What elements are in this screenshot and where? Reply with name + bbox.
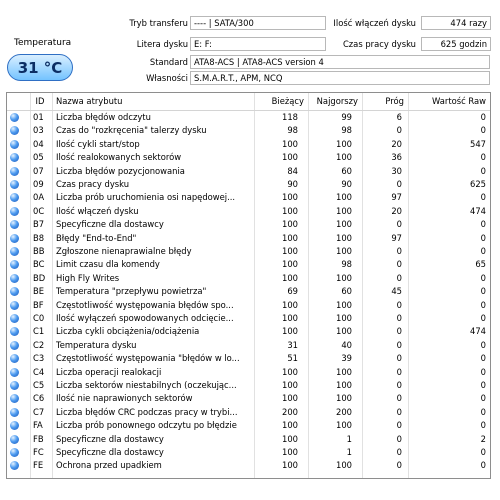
- attribute-threshold: 0: [396, 272, 402, 283]
- attribute-threshold: 0: [396, 447, 402, 457]
- attribute-worst: 100: [336, 380, 352, 390]
- attribute-threshold: 30: [391, 165, 402, 176]
- attribute-worst: 100: [336, 420, 352, 431]
- attribute-threshold: 0: [396, 125, 402, 136]
- status-ok-icon: [10, 448, 19, 457]
- attribute-worst: 100: [336, 232, 352, 243]
- table-row[interactable]: [7, 326, 490, 337]
- column-header-worst[interactable]: Najgorszy: [316, 96, 358, 106]
- attribute-raw: 0: [480, 192, 486, 203]
- attribute-current: 100: [282, 219, 298, 230]
- attribute-id: C7: [33, 406, 45, 417]
- features-label: Własności: [146, 73, 188, 83]
- attribute-worst: 39: [341, 353, 352, 364]
- attribute-name: High Fly Writes: [56, 272, 120, 283]
- attribute-threshold: 0: [396, 380, 402, 390]
- attribute-current: 100: [282, 366, 298, 377]
- attribute-id: C5: [33, 380, 45, 390]
- attribute-id: FE: [33, 460, 44, 471]
- attribute-name: Liczba sektorów niestabilnych (oczekując...: [56, 380, 237, 390]
- attribute-raw: 0: [480, 246, 486, 256]
- attribute-name: Liczba błędów CRC podczas pracy w trybi...: [56, 406, 238, 417]
- status-ok-icon: [10, 193, 19, 202]
- attribute-raw: 2: [480, 433, 486, 444]
- column-header-threshold[interactable]: Próg: [385, 96, 404, 106]
- attribute-name: Temperatura dysku: [56, 339, 137, 350]
- attribute-worst: 90: [341, 179, 352, 189]
- table-row[interactable]: [7, 273, 490, 284]
- attribute-threshold: 0: [396, 326, 402, 337]
- attribute-current: 100: [282, 313, 298, 323]
- status-ok-icon: [10, 167, 19, 176]
- attribute-id: 0C: [33, 205, 45, 216]
- attribute-id: BB: [33, 246, 45, 256]
- attribute-id: B8: [33, 232, 45, 243]
- attribute-threshold: 0: [396, 219, 402, 230]
- attribute-worst: 100: [336, 192, 352, 203]
- table-row[interactable]: [7, 447, 490, 458]
- attribute-threshold: 0: [396, 299, 402, 310]
- attribute-current: 100: [282, 447, 298, 457]
- table-row[interactable]: [7, 367, 490, 378]
- attribute-id: 0A: [33, 192, 45, 203]
- attribute-threshold: 0: [396, 179, 402, 189]
- transfer-mode-label: Tryb transferu: [129, 18, 188, 28]
- attribute-name: Liczba operacji realokacji: [56, 366, 162, 377]
- attribute-name: Czas pracy dysku: [56, 179, 130, 189]
- status-ok-icon: [10, 287, 19, 296]
- transfer-mode-field[interactable]: ---- | SATA/300: [190, 16, 326, 30]
- attribute-threshold: 97: [391, 232, 402, 243]
- attribute-current: 100: [282, 232, 298, 243]
- status-ok-icon: [10, 301, 19, 310]
- attribute-name: Częstotliwość występowania błędów spo...: [56, 299, 234, 310]
- table-row[interactable]: [7, 393, 490, 404]
- attribute-worst: 200: [336, 406, 352, 417]
- table-row[interactable]: [7, 286, 490, 297]
- attribute-raw: 0: [480, 152, 486, 163]
- attribute-id: 09: [33, 179, 44, 189]
- status-ok-icon: [10, 354, 19, 363]
- table-row[interactable]: [7, 219, 490, 230]
- attribute-worst: 100: [336, 326, 352, 337]
- attribute-raw: 0: [480, 380, 486, 390]
- attribute-current: 84: [287, 165, 298, 176]
- table-row[interactable]: [7, 313, 490, 324]
- attribute-raw: 0: [480, 420, 486, 431]
- table-row[interactable]: [7, 259, 490, 270]
- column-header-name[interactable]: Nazwa atrybutu: [56, 96, 123, 106]
- attribute-name: Błędy "End-to-End": [56, 232, 137, 243]
- attribute-id: C2: [33, 339, 45, 350]
- attribute-id: 04: [33, 138, 44, 149]
- attribute-current: 100: [282, 326, 298, 337]
- attribute-name: Częstotliwość występowania "błędów w lo...: [56, 353, 240, 364]
- attribute-name: Ilość realokowanych sektorów: [56, 152, 182, 163]
- table-row[interactable]: [7, 380, 490, 391]
- status-ok-icon: [10, 381, 19, 390]
- drive-letter-field[interactable]: E: F:: [190, 37, 326, 51]
- status-ok-icon: [10, 180, 19, 189]
- table-row[interactable]: [7, 166, 490, 177]
- table-row[interactable]: [7, 233, 490, 244]
- attribute-raw: 0: [480, 165, 486, 176]
- attribute-threshold: 0: [396, 406, 402, 417]
- status-ok-icon: [10, 408, 19, 417]
- attribute-raw: 0: [480, 393, 486, 404]
- attribute-raw: 625: [470, 179, 486, 189]
- attribute-worst: 100: [336, 152, 352, 163]
- status-ok-icon: [10, 126, 19, 135]
- table-row[interactable]: [7, 420, 490, 431]
- power-on-count-field[interactable]: 474 razy: [421, 16, 491, 30]
- table-row[interactable]: [7, 353, 490, 364]
- attribute-threshold: 20: [391, 138, 402, 149]
- attribute-worst: 100: [336, 246, 352, 256]
- attribute-threshold: 0: [396, 366, 402, 377]
- attribute-name: Specyficzne dla dostawcy: [56, 447, 164, 457]
- attribute-current: 100: [282, 420, 298, 431]
- attribute-name: Specyficzne dla dostawcy: [56, 433, 164, 444]
- attribute-worst: 100: [336, 272, 352, 283]
- status-ok-icon: [10, 435, 19, 444]
- attribute-worst: 98: [341, 125, 352, 136]
- attribute-current: 69: [287, 286, 298, 297]
- table-row[interactable]: [7, 192, 490, 203]
- attribute-threshold: 0: [396, 259, 402, 270]
- table-row[interactable]: [7, 139, 490, 150]
- attribute-threshold: 0: [396, 460, 402, 471]
- smart-attributes-table[interactable]: [6, 92, 491, 479]
- status-ok-icon: [10, 220, 19, 229]
- status-ok-icon: [10, 153, 19, 162]
- attribute-raw: 547: [470, 138, 486, 149]
- attribute-threshold: 20: [391, 205, 402, 216]
- attribute-name: Ochrona przed upadkiem: [56, 460, 162, 471]
- attribute-worst: 98: [341, 259, 352, 270]
- table-row[interactable]: [7, 434, 490, 445]
- attribute-worst: 100: [336, 219, 352, 230]
- status-ok-icon: [10, 247, 19, 256]
- attribute-name: Liczba prób uruchomienia osi napędowej...: [56, 192, 236, 203]
- attribute-current: 100: [282, 393, 298, 404]
- standard-label: Standard: [149, 57, 188, 67]
- attribute-id: 05: [33, 152, 44, 163]
- status-ok-icon: [10, 207, 19, 216]
- status-ok-icon: [10, 327, 19, 336]
- attribute-current: 51: [287, 353, 298, 364]
- status-ok-icon: [10, 394, 19, 403]
- attribute-threshold: 36: [391, 152, 402, 163]
- attribute-name: Ilość nie naprawionych sektorów: [56, 393, 193, 404]
- table-row[interactable]: [7, 246, 490, 257]
- temperature-badge: 31 °C: [7, 54, 73, 81]
- attribute-threshold: 6: [396, 112, 402, 122]
- attribute-current: 98: [287, 125, 298, 136]
- attribute-current: 100: [282, 380, 298, 390]
- attribute-name: Liczba cykli obciążenia/odciążenia: [56, 326, 200, 337]
- attribute-current: 200: [282, 406, 298, 417]
- attribute-worst: 1: [346, 433, 352, 444]
- attribute-id: BD: [33, 272, 46, 283]
- attribute-raw: 0: [480, 219, 486, 230]
- attribute-name: Ilość wyłączeń spowodowanych odcięcie...: [56, 313, 234, 323]
- attribute-name: Liczba błędów odczytu: [56, 112, 151, 122]
- attribute-name: Limit czasu dla komendy: [56, 259, 160, 270]
- attribute-id: C1: [33, 326, 45, 337]
- attribute-id: C3: [33, 353, 45, 364]
- status-ok-icon: [10, 113, 19, 122]
- attribute-threshold: 0: [396, 313, 402, 323]
- attribute-current: 31: [287, 339, 298, 350]
- attribute-raw: 0: [480, 286, 486, 297]
- status-ok-icon: [10, 461, 19, 470]
- table-row[interactable]: [7, 206, 490, 217]
- attribute-threshold: 97: [391, 192, 402, 203]
- attribute-worst: 1: [346, 447, 352, 457]
- attribute-raw: 0: [480, 112, 486, 122]
- table-row[interactable]: [7, 152, 490, 163]
- attribute-worst: 99: [341, 112, 352, 122]
- attribute-worst: 100: [336, 460, 352, 471]
- table-row[interactable]: [7, 407, 490, 418]
- status-ok-icon: [10, 341, 19, 350]
- power-on-count-label: Ilość włączeń dysku: [333, 18, 416, 28]
- drive-letter-label: Litera dysku: [136, 39, 188, 49]
- attribute-raw: 0: [480, 299, 486, 310]
- attribute-id: 03: [33, 125, 44, 136]
- attribute-name: Liczba prób ponownego odczytu po błędzie: [56, 420, 237, 431]
- status-ok-icon: [10, 421, 19, 430]
- attribute-id: C4: [33, 366, 45, 377]
- attribute-threshold: 0: [396, 393, 402, 404]
- attribute-current: 90: [287, 179, 298, 189]
- attribute-name: Temperatura "przepływu powietrza": [56, 286, 207, 297]
- attribute-id: C6: [33, 393, 45, 404]
- attribute-name: Czas do "rozkręcenia" talerzy dysku: [56, 125, 207, 136]
- attribute-raw: 0: [480, 272, 486, 283]
- column-header-id[interactable]: ID: [35, 96, 45, 106]
- table-row[interactable]: [7, 460, 490, 471]
- status-ok-icon: [10, 140, 19, 149]
- attribute-current: 100: [282, 460, 298, 471]
- attribute-id: C0: [33, 313, 45, 323]
- status-ok-icon: [10, 274, 19, 283]
- attribute-name: Specyficzne dla dostawcy: [56, 219, 164, 230]
- attribute-raw: 474: [470, 205, 486, 216]
- attribute-raw: 0: [480, 406, 486, 417]
- attribute-current: 100: [282, 433, 298, 444]
- attribute-name: Ilość włączeń dysku: [56, 205, 139, 216]
- power-on-hours-label: Czas pracy dysku: [342, 39, 416, 49]
- attribute-worst: 100: [336, 138, 352, 149]
- attribute-id: 07: [33, 165, 44, 176]
- attribute-raw: 65: [475, 259, 486, 270]
- attribute-current: 100: [282, 299, 298, 310]
- attribute-worst: 100: [336, 366, 352, 377]
- table-row[interactable]: [7, 125, 490, 136]
- attribute-id: 01: [33, 112, 44, 122]
- temperature-label: Temperatura: [14, 38, 72, 48]
- attribute-name: Liczba błędów pozycjonowania: [56, 165, 185, 176]
- attribute-worst: 100: [336, 299, 352, 310]
- attribute-name: Zgłoszone nienaprawialne błędy: [56, 246, 192, 256]
- attribute-worst: 100: [336, 313, 352, 323]
- attribute-raw: 0: [480, 313, 486, 323]
- attribute-threshold: 0: [396, 433, 402, 444]
- attribute-raw: 0: [480, 353, 486, 364]
- standard-field[interactable]: ATA8-ACS | ATA8-ACS version 4: [190, 55, 490, 69]
- attribute-current: 100: [282, 259, 298, 270]
- status-ok-icon: [10, 260, 19, 269]
- column-header-current[interactable]: Bieżący: [271, 96, 304, 106]
- features-field[interactable]: S.M.A.R.T., APM, NCQ: [190, 71, 490, 85]
- attribute-id: BE: [33, 286, 45, 297]
- attribute-id: FC: [33, 447, 44, 457]
- attribute-threshold: 0: [396, 420, 402, 431]
- status-ok-icon: [10, 234, 19, 243]
- attribute-current: 100: [282, 246, 298, 256]
- power-on-hours-field[interactable]: 625 godzin: [421, 37, 491, 51]
- status-ok-icon: [10, 314, 19, 323]
- attribute-raw: 0: [480, 232, 486, 243]
- attribute-current: 100: [282, 272, 298, 283]
- attribute-worst: 100: [336, 393, 352, 404]
- attribute-id: BF: [33, 299, 44, 310]
- table-header: [7, 93, 490, 111]
- attribute-worst: 40: [341, 339, 352, 350]
- table-row[interactable]: [7, 340, 490, 351]
- attribute-raw: 0: [480, 125, 486, 136]
- attribute-threshold: 45: [391, 286, 402, 297]
- table-row[interactable]: [7, 112, 490, 123]
- attribute-current: 100: [282, 138, 298, 149]
- attribute-threshold: 0: [396, 246, 402, 256]
- attribute-id: FB: [33, 433, 44, 444]
- attribute-id: FA: [33, 420, 43, 431]
- table-row[interactable]: [7, 300, 490, 311]
- status-ok-icon: [10, 368, 19, 377]
- attribute-current: 100: [282, 152, 298, 163]
- attribute-threshold: 0: [396, 339, 402, 350]
- attribute-raw: 0: [480, 460, 486, 471]
- attribute-current: 100: [282, 192, 298, 203]
- attribute-id: BC: [33, 259, 45, 270]
- attribute-current: 118: [282, 112, 298, 122]
- attribute-worst: 60: [341, 286, 352, 297]
- attribute-id: B7: [33, 219, 45, 230]
- table-row[interactable]: [7, 179, 490, 190]
- attribute-current: 100: [282, 205, 298, 216]
- attribute-name: Ilość cykli start/stop: [56, 138, 140, 149]
- attribute-raw: 474: [470, 326, 486, 337]
- attribute-raw: 0: [480, 366, 486, 377]
- attribute-raw: 0: [480, 447, 486, 457]
- attribute-threshold: 0: [396, 353, 402, 364]
- attribute-worst: 60: [341, 165, 352, 176]
- attribute-raw: 0: [480, 339, 486, 350]
- attribute-worst: 100: [336, 205, 352, 216]
- column-header-raw[interactable]: Wartość Raw: [432, 96, 486, 106]
